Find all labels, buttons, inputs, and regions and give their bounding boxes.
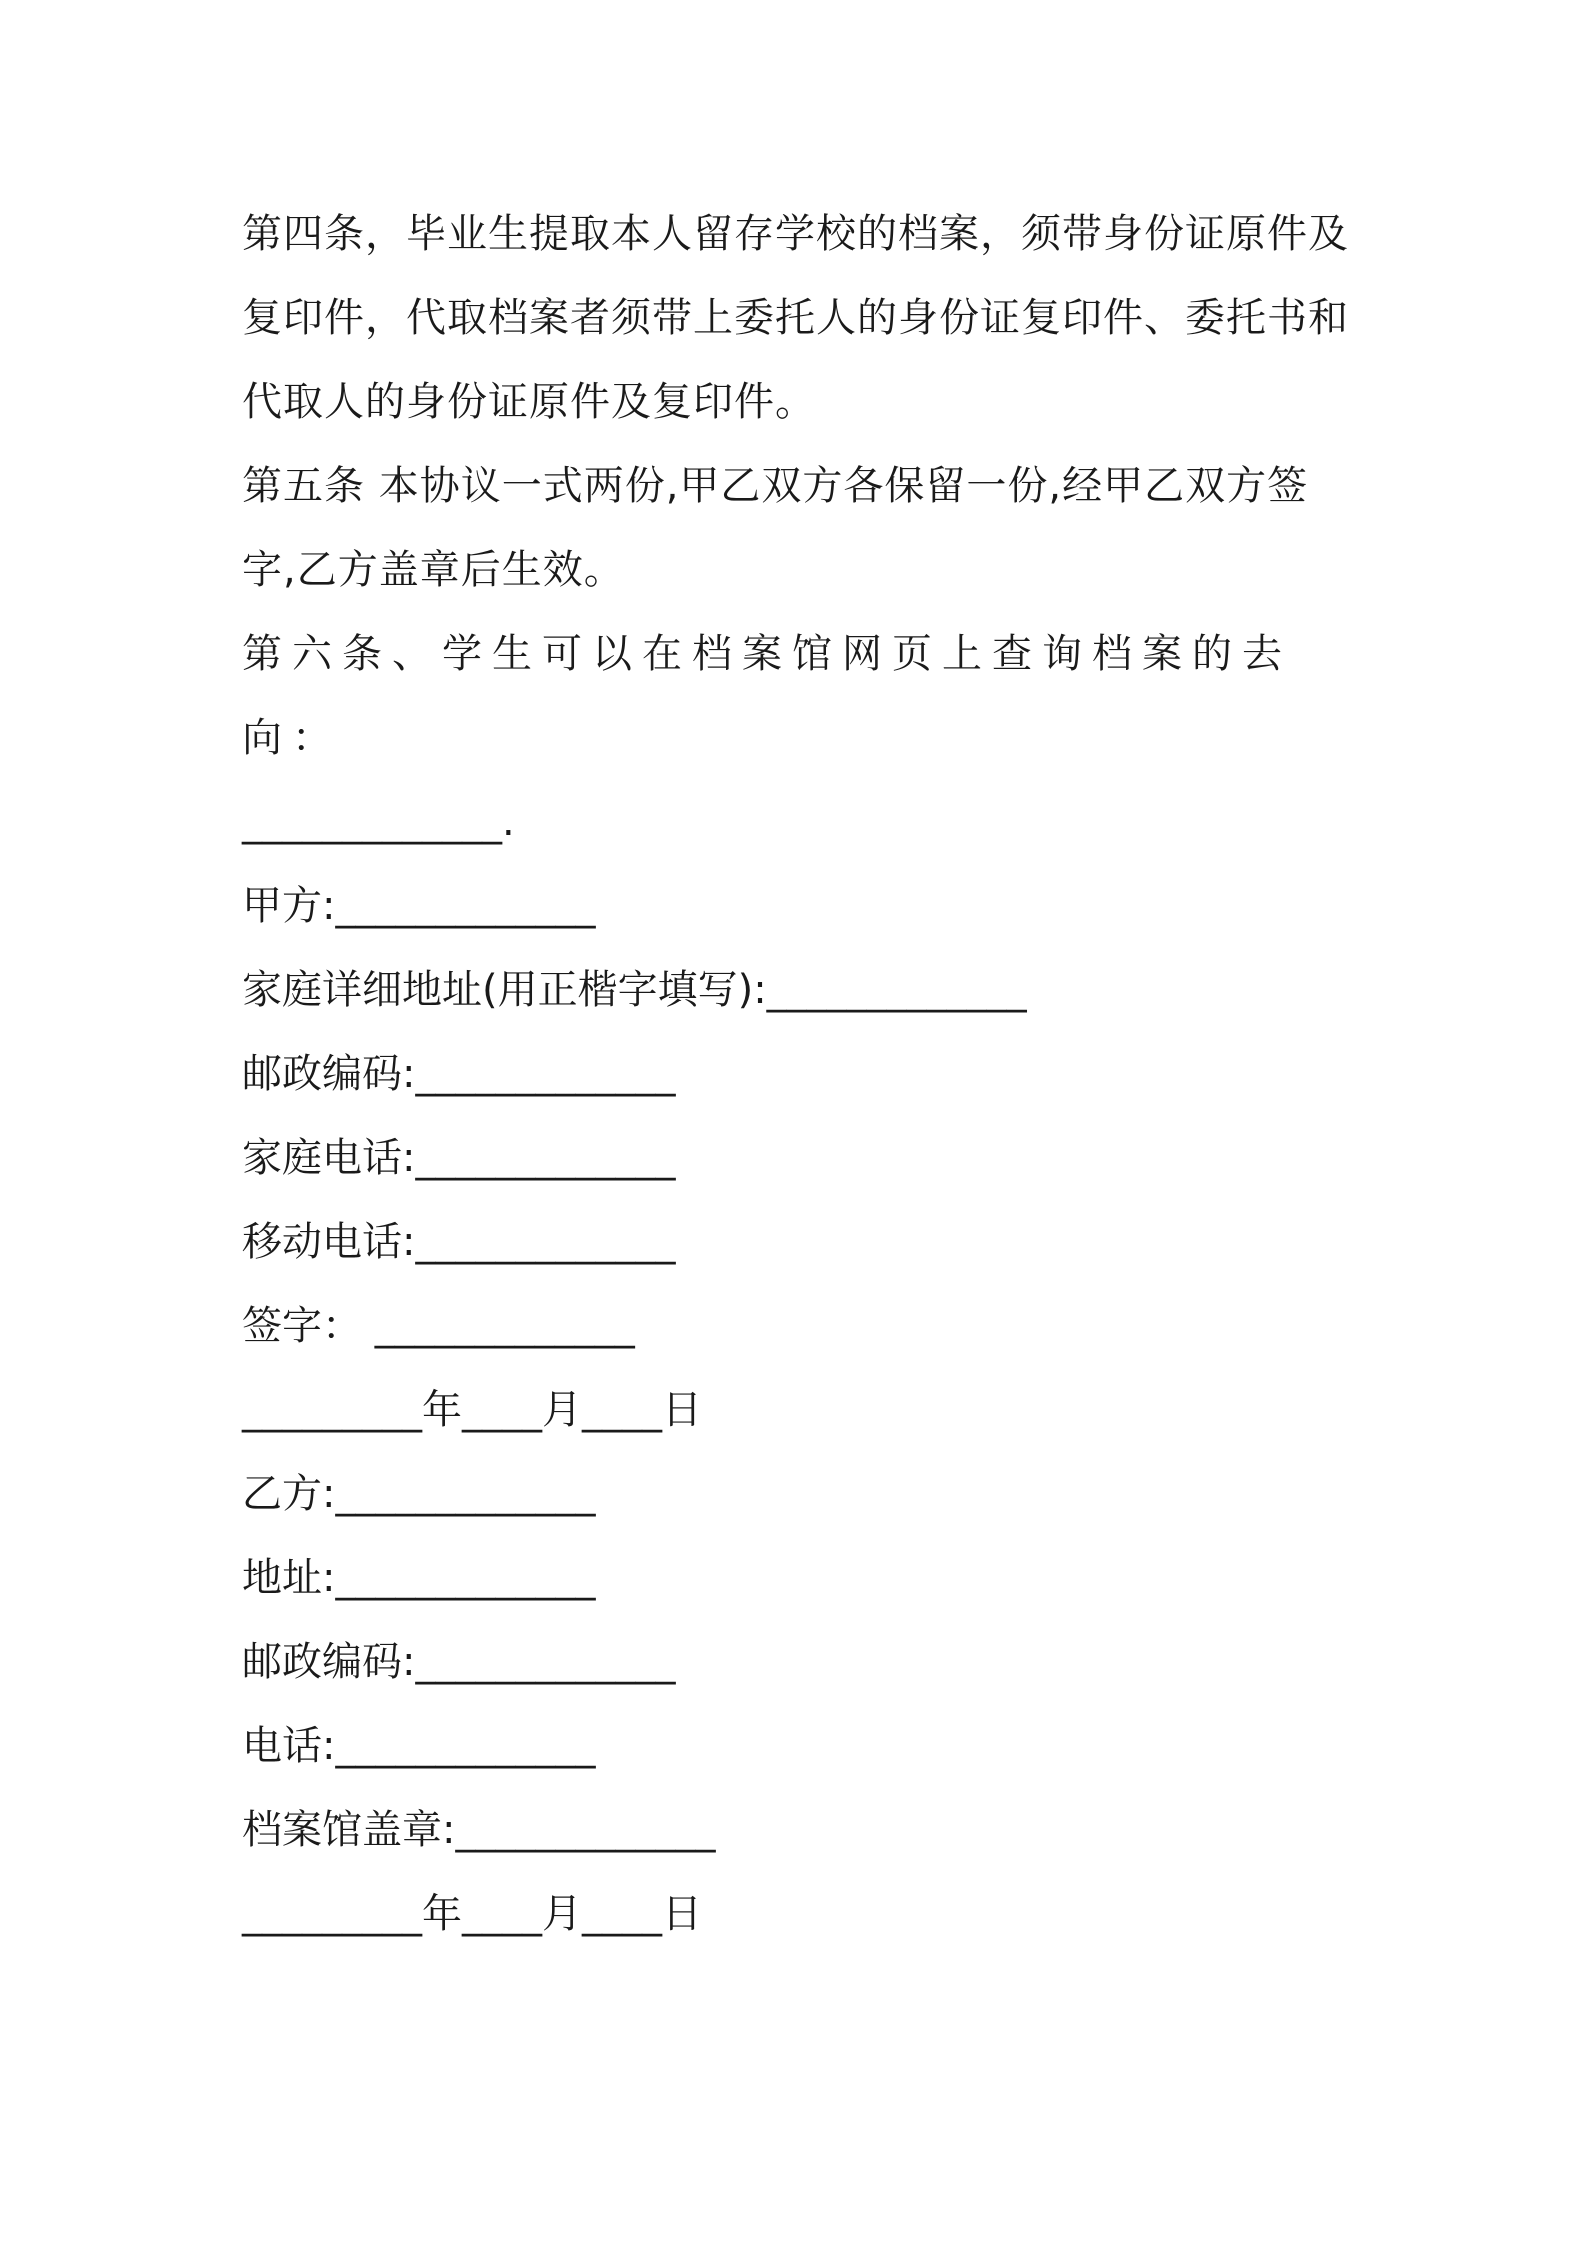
party-a-home-phone-field: 家庭电话:_____________ [242,1135,676,1181]
party-b-postcode-field: 邮政编码:_____________ [242,1639,676,1685]
article-4-paragraph: 第四条，毕业生提取本人留存学校的档案，须带身份证原件及复印件，代取档案者须带上委托人的身份证复印件、委托书和代取人的身份证原件及复印件。 [242,211,1349,425]
party-a-address-field: 家庭详细地址(用正楷字填写):_____________ [242,967,1027,1013]
article-5-paragraph: 第五条 本协议一式两份,甲乙双方各保留一份,经甲乙双方签字,乙方盖章后生效。 [242,463,1309,593]
party-a-signature-field: 签字： _____________ [242,1303,635,1349]
article-6-paragraph: 第六条、学生可以在档案馆网页上查询档案的去向： [242,631,1292,761]
party-a-postcode-field: 邮政编码:_____________ [242,1051,676,1097]
party-b-date-field: _________年____月____日 [242,1891,702,1937]
party-a-date-field: _________年____月____日 [242,1387,702,1433]
party-b-field: 乙方:_____________ [242,1471,596,1517]
article-6-blank: _____________. [242,799,515,845]
document-body [242,192,1362,1956]
archive-seal-field: 档案馆盖章:_____________ [242,1807,716,1853]
party-a-field: 甲方:_____________ [242,883,596,929]
party-b-address-field: 地址:_____________ [242,1555,596,1601]
party-a-mobile-field: 移动电话:_____________ [242,1219,676,1265]
party-b-phone-field: 电话:_____________ [242,1723,596,1769]
